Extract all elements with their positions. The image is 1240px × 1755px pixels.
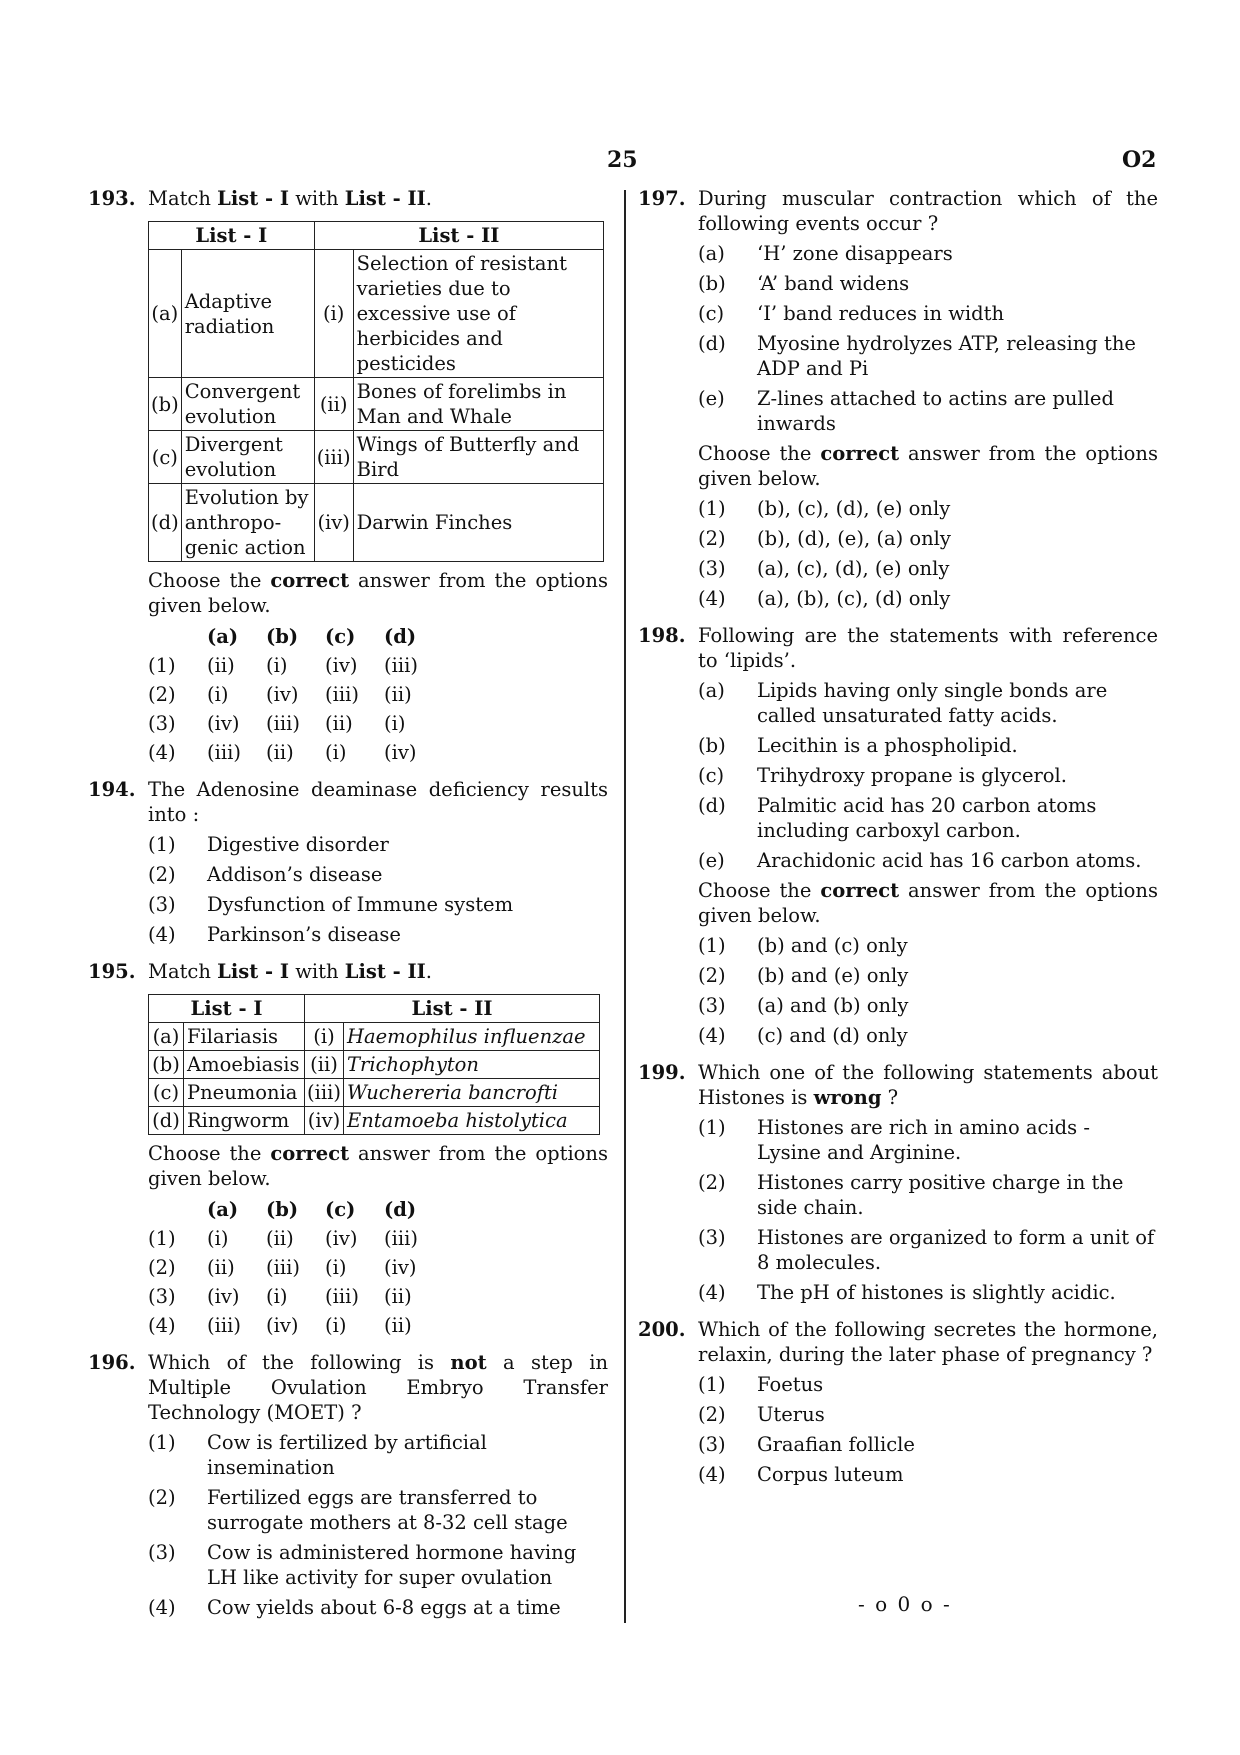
question-199	[638, 1060, 1158, 1305]
column-divider	[624, 190, 626, 1623]
question-number: 194.	[88, 778, 136, 801]
match-table	[148, 994, 600, 1135]
question-196	[88, 1350, 608, 1620]
statement: (e) Z-lines attached to actins are pulled inwards	[698, 387, 1114, 435]
question-194	[88, 777, 608, 947]
statement: (d) Palmitic acid has 20 carbon atoms including carboxyl carbon.	[698, 794, 1097, 842]
table-row: (d) Ringworm (iv) Entamoeba histolytica	[149, 1107, 600, 1135]
question-number: 197.	[638, 187, 686, 210]
option: (2) Histones carry positive charge in the side chain.	[698, 1171, 1124, 1219]
question-stem: Which of the following is not a step in Multiple Ovulation Embryo Transfer Technology (MOET) ?	[148, 1351, 608, 1424]
option: (1) Foetus	[698, 1373, 824, 1396]
statement: (b) ‘A’ band widens	[698, 272, 910, 295]
instruction-text: Choose the correct answer from the options given below.	[698, 442, 1158, 490]
question-number: 195.	[88, 960, 136, 983]
match-table	[148, 221, 604, 562]
answer-grid: (a) (b) (c) (d) (1) (i) (ii) (iv) (iii) (2) (ii) (iii) (i) (iv) (3) (iv) (i) (iii) (ii) (4) (iii) (iv) (i) (ii)	[148, 1198, 418, 1337]
option: (4) Corpus luteum	[698, 1463, 904, 1486]
statement: (e) Arachidonic acid has 16 carbon atoms.	[698, 849, 1142, 872]
table-row: (a) Filariasis (i) Haemophilus influenzae	[149, 1023, 600, 1051]
option: (3) Histones are organized to form a unit of 8 molecules.	[698, 1226, 1155, 1274]
question-stem: Which one of the following statements about Histones is wrong ?	[698, 1061, 1158, 1109]
right-column	[638, 186, 1158, 1499]
question-200	[638, 1317, 1158, 1487]
option: (2) (b), (d), (e), (a) only	[698, 527, 951, 550]
question-number: 196.	[88, 1351, 136, 1374]
option: (3) (a), (c), (d), (e) only	[698, 557, 950, 580]
paper-code: O2	[1122, 147, 1157, 173]
table-header: List - I	[149, 995, 305, 1023]
statement: (a) Lipids having only single bonds are called unsaturated fatty acids.	[698, 679, 1108, 727]
option: (2) (b) and (e) only	[698, 964, 909, 987]
instruction-text: Choose the correct answer from the options given below.	[698, 879, 1158, 927]
question-stem: The Adenosine deaminase deficiency results into :	[148, 778, 608, 826]
left-column	[88, 186, 608, 1632]
option: (4) Cow yields about 6-8 eggs at a time	[148, 1596, 561, 1619]
question-stem: Which of the following secretes the hormone, relaxin, during the later phase of pregnancy ?	[698, 1318, 1158, 1366]
end-mark: - o 0 o -	[858, 1592, 952, 1616]
table-row: (b) Convergent evolution (ii) Bones of forelimbs in Man and Whale	[149, 378, 604, 431]
statement: (d) Myosine hydrolyzes ATP, releasing the ADP and Pi	[698, 332, 1136, 380]
table-row: (d) Evolution by anthropo-genic action (iv) Darwin Finches	[149, 484, 604, 562]
answer-grid: (a) (b) (c) (d) (1) (ii) (i) (iv) (iii) (2) (i) (iv) (iii) (ii) (3) (iv) (iii) (ii) (i) (4) (iii) (ii) (i) (iv)	[148, 625, 418, 764]
table-row: (c) Pneumonia (iii) Wuchereria bancrofti	[149, 1079, 600, 1107]
table-header: List - I	[149, 222, 315, 250]
table-header: List - II	[305, 995, 600, 1023]
option: (1) (b) and (c) only	[698, 934, 908, 957]
table-header: List - II	[314, 222, 603, 250]
question-198	[638, 623, 1158, 1048]
option: (2) Uterus	[698, 1403, 825, 1426]
option: (3) Dysfunction of Immune system	[148, 893, 514, 916]
option: (2) Fertilized eggs are transferred to surrogate mothers at 8-32 cell stage	[148, 1486, 568, 1534]
option: (4) (c) and (d) only	[698, 1024, 908, 1047]
statement: (c) Trihydroxy propane is glycerol.	[698, 764, 1067, 787]
table-row: (c) Divergent evolution (iii) Wings of Butterfly and Bird	[149, 431, 604, 484]
option: (4) Parkinson’s disease	[148, 923, 401, 946]
question-197	[638, 186, 1158, 611]
instruction-text: Choose the correct answer from the options given below.	[148, 569, 608, 617]
option: (3) Graafian follicle	[698, 1433, 915, 1456]
question-193	[88, 186, 608, 765]
option: (1) Histones are rich in amino acids - Lysine and Arginine.	[698, 1116, 1090, 1164]
page-number: 25	[607, 147, 638, 173]
question-number: 199.	[638, 1061, 686, 1084]
table-row: (a) Adaptive radiation (i) Selection of resistant varieties due to excessive use of herbicides and pesticides	[149, 250, 604, 378]
option: (4) The pH of histones is slightly acidic.	[698, 1281, 1116, 1304]
option: (3) (a) and (b) only	[698, 994, 909, 1017]
question-stem: Following are the statements with reference to ‘lipids’.	[698, 624, 1158, 672]
table-row: (b) Amoebiasis (ii) Trichophyton	[149, 1051, 600, 1079]
option: (1) (b), (c), (d), (e) only	[698, 497, 951, 520]
statement: (c) ‘I’ band reduces in width	[698, 302, 1005, 325]
option: (3) Cow is administered hormone having LH like activity for super ovulation	[148, 1541, 577, 1589]
option: (1) Cow is fertilized by artificial insemination	[148, 1431, 487, 1479]
question-stem: Match List - I with List - II.	[148, 187, 432, 210]
question-number: 200.	[638, 1318, 686, 1341]
statement: (b) Lecithin is a phospholipid.	[698, 734, 1018, 757]
statement: (a) ‘H’ zone disappears	[698, 242, 953, 265]
instruction-text: Choose the correct answer from the options given below.	[148, 1142, 608, 1190]
question-number: 198.	[638, 624, 686, 647]
question-195	[88, 959, 608, 1338]
question-number: 193.	[88, 187, 136, 210]
question-stem: Match List - I with List - II.	[148, 960, 432, 983]
option: (2) Addison’s disease	[148, 863, 383, 886]
option: (1) Digestive disorder	[148, 833, 389, 856]
option: (4) (a), (b), (c), (d) only	[698, 587, 951, 610]
question-stem: During muscular contraction which of the following events occur ?	[698, 187, 1158, 235]
